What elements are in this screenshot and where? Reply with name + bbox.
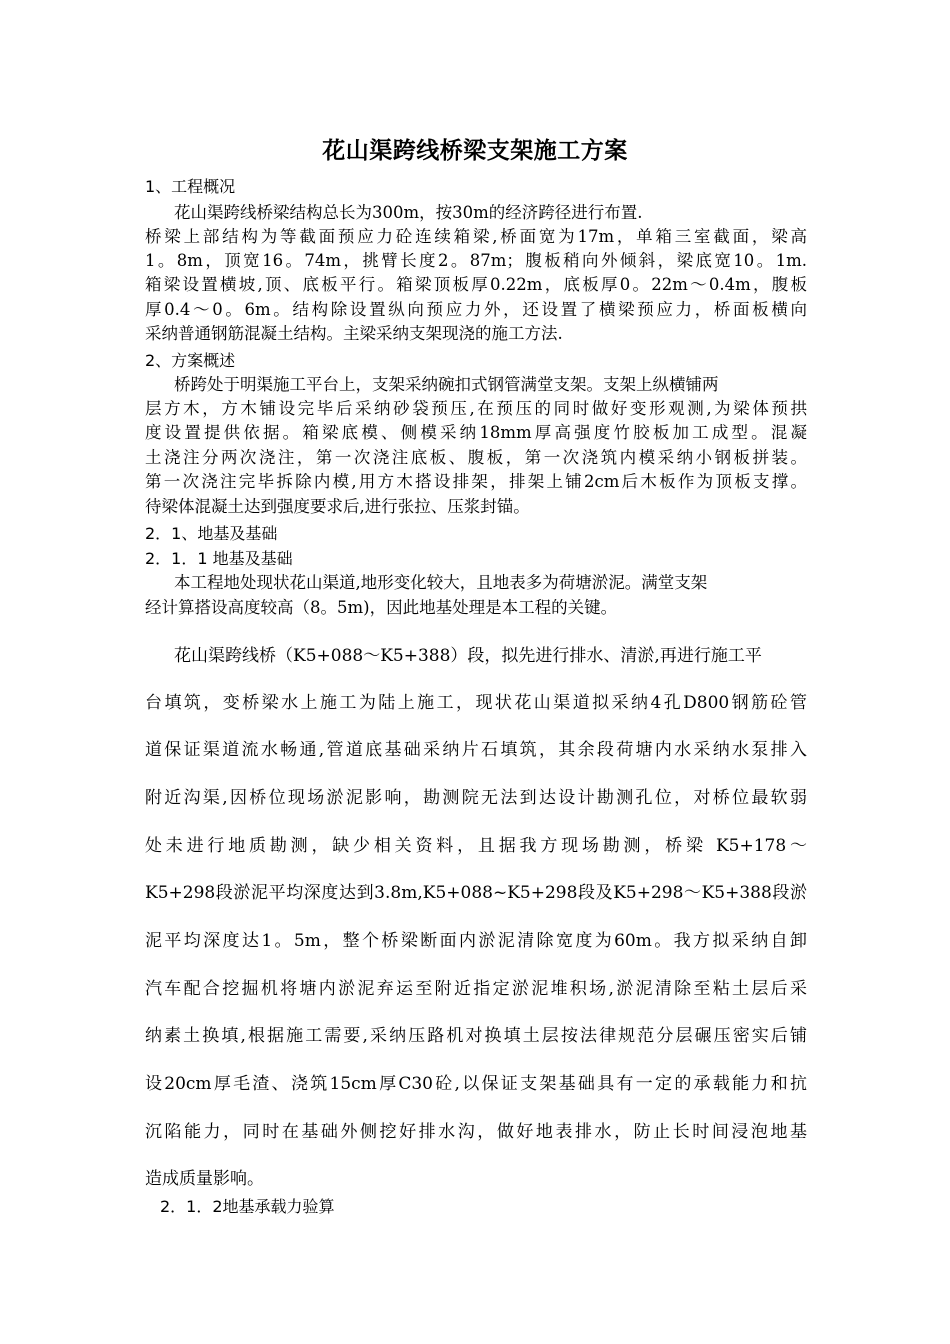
section-heading-2-1-1: 2．1．1 地基及基础 xyxy=(145,549,293,568)
paragraph-line: 设20cm厚毛渣、浇筑15cm厚C30砼,以保证支架基础具有一定的承载能力和抗 xyxy=(145,1074,807,1094)
paragraph-line: 箱梁设置横坡,顶、底板平行。箱梁顶板厚0.22m，底板厚0。22m～0.4m，腹板 xyxy=(145,275,807,294)
paragraph-line: 土浇注分两次浇注，第一次浇注底板、腹板，第一次浇筑内模采纳小钢板拼装。 xyxy=(145,448,807,467)
paragraph-line: 花山渠跨线桥（K5+088～K5+388）段，拟先进行排水、清淤,再进行施工平 xyxy=(174,646,762,666)
paragraph-line: 第一次浇注完毕拆除内模,用方木搭设排架，排架上铺2cm后木板作为顶板支撑。 xyxy=(145,472,807,491)
section-heading-2-1-2: 2．1．2地基承载力验算 xyxy=(160,1197,335,1216)
paragraph-line: 沉陷能力，同时在基础外侧挖好排水沟，做好地表排水，防止长时间浸泡地基 xyxy=(145,1122,807,1142)
paragraph-line: 桥梁上部结构为等截面预应力砼连续箱梁,桥面宽为17m，单箱三室截面，梁高 xyxy=(145,227,807,246)
paragraph-line: 处未进行地质勘测，缺少相关资料，且据我方现场勘测，桥梁 K5+178～ xyxy=(145,836,807,856)
section-heading-1: 1、工程概况 xyxy=(145,177,236,196)
paragraph-line: 1。8m，顶宽16。74m，挑臂长度2。87m；腹板稍向外倾斜，梁底宽10。1m. xyxy=(145,251,807,270)
paragraph-line: 道保证渠道流水畅通,管道底基础采纳片石填筑，其余段荷塘内水采纳水泵排入 xyxy=(145,740,807,760)
document-title: 花山渠跨线桥梁支架施工方案 xyxy=(322,138,628,164)
section-heading-2-1: 2．1、地基及基础 xyxy=(145,524,278,543)
paragraph-line: 桥跨处于明渠施工平台上，支架采纳碗扣式钢管满堂支架。支架上纵横铺两 xyxy=(174,375,719,394)
paragraph-line: 经计算搭设高度较高（8。5m)，因此地基处理是本工程的关键。 xyxy=(145,598,618,617)
paragraph-line: 花山渠跨线桥梁结构总长为300m，按30m的经济跨径进行布置. xyxy=(174,203,643,222)
paragraph-line: 层方木，方木铺设完毕后采纳砂袋预压,在预压的同时做好变形观测,为梁体预拱 xyxy=(145,399,807,418)
paragraph-line: K5+298段淤泥平均深度达到3.8m,K5+088~K5+298段及K5+298～K5+388段淤 xyxy=(145,883,807,903)
paragraph-line: 本工程地处现状花山渠道,地形变化较大，且地表多为荷塘淤泥。满堂支架 xyxy=(174,573,708,592)
paragraph-line: 台填筑，变桥梁水上施工为陆上施工，现状花山渠道拟采纳4孔D800钢筋砼管 xyxy=(145,693,807,713)
section-heading-2: 2、方案概述 xyxy=(145,351,236,370)
paragraph-line: 待梁体混凝土达到强度要求后,进行张拉、压浆封锚。 xyxy=(145,497,530,516)
paragraph-line: 采纳普通钢筋混凝土结构。主梁采纳支架现浇的施工方法. xyxy=(145,324,563,343)
paragraph-line: 造成质量影响。 xyxy=(145,1169,264,1189)
paragraph-line: 度设置提供依据。箱梁底模、侧模采纳18mm厚高强度竹胶板加工成型。混凝 xyxy=(145,423,807,442)
paragraph-line: 纳素土换填,根据施工需要,采纳压路机对换填土层按法律规范分层碾压密实后铺 xyxy=(145,1026,807,1046)
paragraph-line: 汽车配合挖掘机将塘内淤泥弃运至附近指定淤泥堆积场,淤泥清除至粘土层后采 xyxy=(145,979,807,999)
paragraph-line: 附近沟渠,因桥位现场淤泥影响，勘测院无法到达设计勘测孔位，对桥位最软弱 xyxy=(145,788,807,808)
paragraph-line: 厚0.4～0。6m。结构除设置纵向预应力外，还设置了横梁预应力，桥面板横向 xyxy=(145,300,807,319)
paragraph-line: 泥平均深度达1。5m，整个桥梁断面内淤泥清除宽度为60m。我方拟采纳自卸 xyxy=(145,931,807,951)
